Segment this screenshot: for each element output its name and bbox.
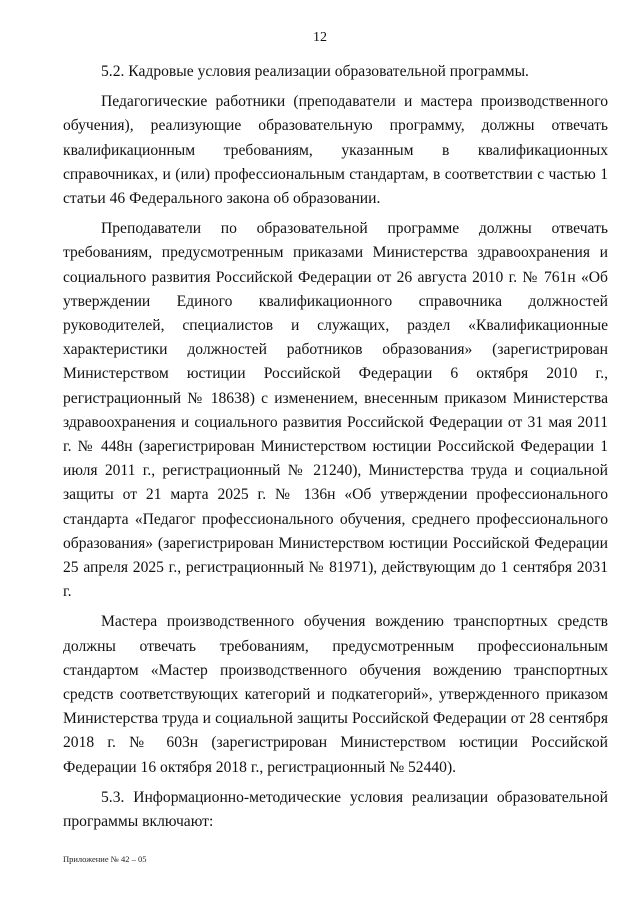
page-number: 12 [313, 30, 327, 45]
section-heading-5-3: 5.3. Информационно-методические условия реализации образовательной программы включают: [63, 788, 608, 831]
paragraph-pedagogical-staff: Педагогические работники (преподаватели и мастера производственного обучения), реализующие образовательную программу, должны отвечать квалификационным требованиям, указанным в квалификационных справочниках, и (или) профессиональным стандартам, в соответствии с частью 1 статьи 46 Федерального закона об образовании. [63, 93, 608, 208]
footer-note: Приложение № 42 – 05 [63, 854, 147, 864]
section-heading-5-2: 5.2. Кадровые условия реализации образовательной программы. [101, 63, 529, 80]
paragraph-teachers-requirements: Преподаватели по образовательной программе должны отвечать требованиям, предусмотренным приказами Министерства здравоохранения и социального развития Российской Федерации от 26 августа 2010 г. № 761н «Об утверждении Единого квалификационного справочника должностей руководителей, специалистов и служащих, раздел «Квалификационные характеристики должностей работников образования» (зарегистрирован Министерством юстиции Российской Федерации 6 октября 2010 г., регистрационный № 18638) с изменением, внесенным приказом Министерства здравоохранения и социального развития Российской Федерации от 31 мая 2011 г. № 448н (зарегистрирован Министерством юстиции Российской Федерации 1 июля 2011 г., регистрационный № 21240), Министерства труда и социальной защиты от 21 марта 2025 г. № 136н «Об утверждении профессионального стандарта «Педагог профессионального обучения, среднего профессионального образования» (зарегистрирован Министерством юстиции Российской Федерации 25 апреля 2025 г., регистрационный № 81971), действующим до 1 сентября 2031 г. [63, 220, 608, 601]
document-body [63, 60, 608, 840]
paragraph-driving-instructors: Мастера производственного обучения вождению транспортных средств должны отвечать требованиям, предусмотренным профессиональным стандартом «Мастер производственного обучения вождению транспортных средств соответствующих категорий и подкатегорий», утвержденного приказом Министерства труда и социальной защиты Российской Федерации от 28 сентября 2018 г. № 603н (зарегистрирован Министерством юстиции Российской Федерации 16 октября 2018 г., регистрационный № 52440). [63, 613, 608, 776]
